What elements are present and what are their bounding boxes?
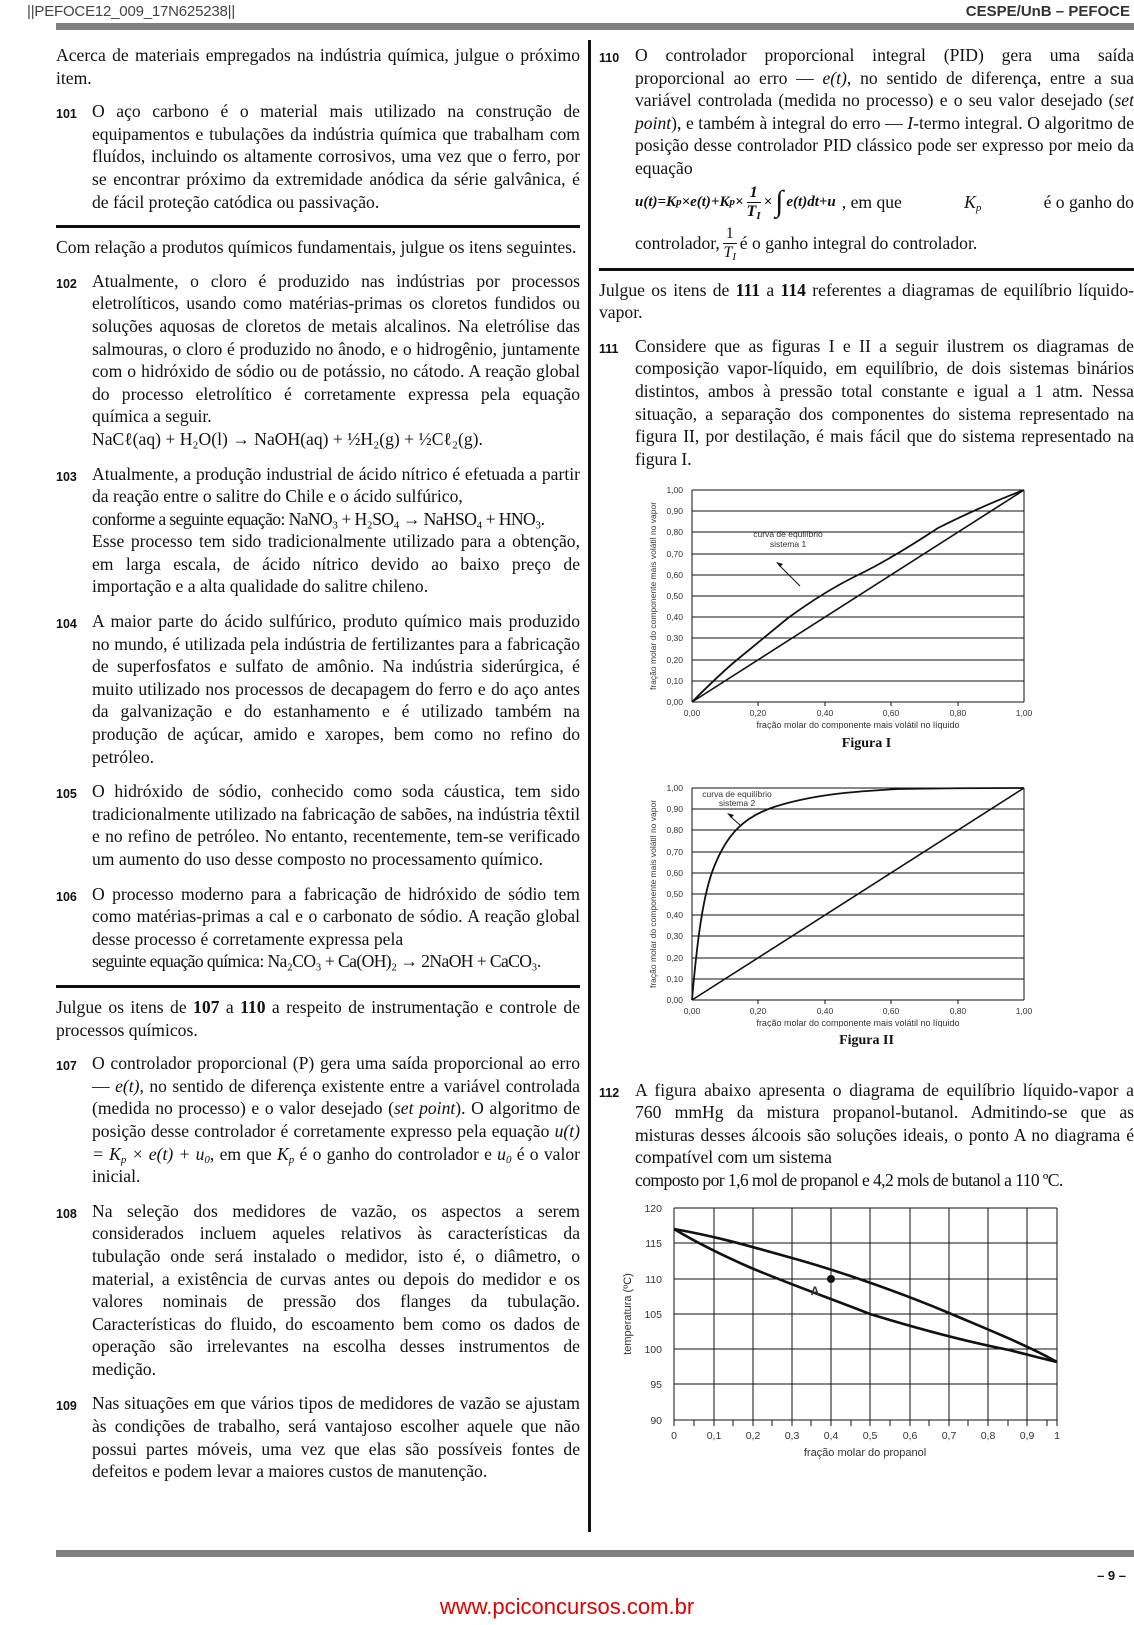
item-text: O processo moderno para a fabricação de hidróxido de sódio tem como matérias-primas a cal e o carbonato de sódio. A reação global desse processo é corretamente expressa pela (92, 883, 580, 949)
item-110 (599, 44, 1134, 262)
svg-text:0,00: 0,00 (666, 697, 683, 708)
figure-2-y-ticks (666, 783, 683, 1005)
dew-curve (674, 1229, 1057, 1362)
point-a-marker (827, 1275, 835, 1283)
item-number: 111 (599, 341, 619, 356)
section-divider (56, 985, 580, 988)
item-109 (56, 1392, 580, 1482)
svg-text:0,7: 0,7 (941, 1429, 957, 1442)
txy-y-label: temperatura (ºC) (622, 1272, 634, 1355)
svg-text:100: 100 (644, 1343, 662, 1356)
svg-text:0,40: 0,40 (816, 1005, 834, 1016)
item-number: 102 (56, 276, 77, 291)
intro-materials: Acerca de materiais empregados na indústria química, julgue o próximo item. (56, 45, 580, 88)
item-text: Nas situações em que vários tipos de medidores de vazão se ajustam às condições de trabalho, será vantajoso escolher aquele que não possui partes móveis, uma vez que elas são possíveis fontes de defeitos e podem levar a maiores custos de manutenção. (92, 1393, 580, 1482)
item-text: Na seleção dos medidores de vazão, os aspectos a serem considerados incluem aqueles relativos às características da tubulação onde será instalado o medidor, isto é, o diâmetro, o material, a existência de curvas antes ou depois do medidor e os valores nominais de pressão dos flanges da tubulação. Características do fluido, do escoamento bem como os dados de operação são irrelevantes na escolha desses instrumentos de medição. (92, 1200, 580, 1379)
figure-2-annotation: curva de equilíbrio (702, 788, 772, 799)
svg-text:0,20: 0,20 (666, 655, 683, 666)
svg-text:0,80: 0,80 (949, 1005, 967, 1016)
left-column (56, 44, 580, 1495)
svg-text:0,70: 0,70 (666, 549, 683, 560)
item-text: Atualmente, o cloro é produzido nas indústrias por processos eletrolíticos, usando como matérias-primas os cloretos fundidos ou soluções aquosas de cloretos de metais alcalinos. Na eletrólise das salmouras, o cloro é produzido no ânodo, e o hidrogênio, juntamente com o hidróxido de sódio ou de potássio, no cátodo. A reação global do processo eletrolítico é corretamente expressa pela equação química a seguir. (92, 270, 580, 427)
svg-text:0,30: 0,30 (666, 930, 683, 941)
svg-text:0,60: 0,60 (882, 1005, 900, 1016)
exam-board: CESPE/UnB – PEFOCE (965, 3, 1130, 20)
item-number: 103 (56, 469, 77, 484)
item-text: O aço carbono é o material mais utilizado na construção de equipamentos e tubulações da indústria química que trabalham com fluídos, incluindo os altamente corrosivos, uma vez que o ferro, por se encontrar próximo da extremidade anódica da série galvânica, é de fácil proteção catódica ou passivação. (92, 101, 580, 212)
right-column (599, 44, 1134, 1475)
svg-text:0,10: 0,10 (666, 973, 683, 984)
svg-text:1,00: 1,00 (1015, 708, 1033, 719)
equation-103: NaNO₃ + H₂SO₄ → NaHSO₄ + HNO₃. (288, 508, 545, 529)
pid-equation: u(t)=K p ×e(t)+K p × $\frac{1}{T_I}$ × ∫ e(t)dt+u , em que $K_p$ é o ganho do (635, 183, 1134, 222)
svg-text:0,00: 0,00 (683, 708, 701, 719)
svg-text:115: 115 (645, 1237, 662, 1250)
svg-text:0,8: 0,8 (980, 1429, 996, 1442)
svg-text:0,50: 0,50 (666, 591, 683, 602)
item-number: 105 (56, 787, 77, 802)
propanol-butanol-figure (599, 1196, 1134, 1472)
footer-divider (56, 1550, 1134, 1557)
txy-x-label: fração molar do propanol (803, 1446, 927, 1459)
svg-text:0,60: 0,60 (882, 708, 900, 719)
svg-text:0,50: 0,50 (666, 888, 683, 899)
svg-text:0: 0 (671, 1429, 677, 1442)
item-105 (56, 780, 580, 870)
figure-2-caption: Figura II (839, 1033, 894, 1049)
svg-text:1,00: 1,00 (666, 782, 683, 793)
website-link[interactable]: www.pciconcursos.com.br (439, 1594, 695, 1619)
svg-text:0,5: 0,5 (862, 1429, 878, 1442)
equation-102: NaCℓ(aq) + H₂O(l) → NaOH(aq) + ½H₂(g) + ½Cℓ₂(g). (92, 428, 483, 449)
header-divider (56, 23, 1134, 30)
page-number: – 9 – (1097, 1568, 1126, 1583)
figure-1 (599, 474, 1134, 755)
svg-text:0,80: 0,80 (949, 708, 967, 719)
txy-x-ticks (671, 1430, 1060, 1442)
item-text: Considere que as figuras I e II a seguir ilustrem os diagramas de composição vapor-líquido, em equilíbrio, de dois sistemas binários distintos, ambos à pressão total constante e igual a 1 atm. Nessa situação, a separação dos componentes do sistema representado na figura II, por destilação, é mais fácil que do sistema representado na figura I. (635, 335, 1134, 469)
item-106 (56, 883, 580, 973)
item-number: 109 (56, 1399, 77, 1414)
item-text: conforme a seguinte equação: (92, 508, 285, 529)
column-divider (588, 40, 591, 1532)
item-number: 110 (599, 51, 620, 65)
item-112 (599, 1079, 1134, 1192)
item-text: Esse processo tem sido tradicionalmente utilizado para a obtenção, em larga escala, de ácido nítrico devido ao baixo preço de importação e a alta qualidade do salitre chileno. (92, 531, 580, 597)
svg-text:0,4: 0,4 (823, 1429, 839, 1442)
svg-text:0,3: 0,3 (784, 1429, 800, 1442)
svg-text:0,90: 0,90 (666, 506, 683, 517)
svg-text:0,40: 0,40 (816, 708, 834, 719)
item-101 (56, 100, 580, 213)
section-divider (599, 268, 1134, 271)
item-103 (56, 463, 580, 599)
equation-107: $u(t) = K_p \times e(t) + u_0$ (92, 1120, 580, 1166)
figure-1-caption: Figura I (841, 735, 892, 751)
figure-2-chart (599, 772, 1134, 1027)
svg-text:0,60: 0,60 (666, 867, 683, 878)
svg-text:0,70: 0,70 (666, 846, 683, 857)
item-102 (56, 270, 580, 451)
item-number: 108 (56, 1206, 77, 1221)
svg-text:0,00: 0,00 (683, 1005, 701, 1016)
intro-instrumentation: Julgue os itens de 107 a 110 a respeito de instrumentação e controle de processos químicos. (56, 996, 581, 1040)
item-text: O hidróxido de sódio, conhecido como soda cáustica, tem sido tradicionalmente utilizado na fabricação de sabões, na indústria têxtil e no refino de petróleo. No entanto, recentemente, tem-se verificado um aumento do uso desse composto no processamento químico. (92, 781, 580, 869)
exam-code: ||PEFOCE12_009_17N625238|| (27, 3, 236, 20)
item-104 (56, 610, 580, 768)
figure-2 (599, 772, 1134, 1053)
item-107 (56, 1052, 580, 1188)
figure-2-x-ticks (684, 1006, 1033, 1016)
item-text: A maior parte do ácido sulfúrico, produto químico mais produzido no mundo, é utilizada pela indústria de fertilizantes para a fabricação de superfosfatos e sulfato de amônio. Na indústria siderúrgica, é muito utilizado nos processos de decapagem do ferro e do aço antes da galvanização e do estanhamento e é utilizado também na produção de açúcar, amido e xaropes, bem como no refino do petróleo. (92, 611, 580, 767)
svg-text:105: 105 (644, 1308, 662, 1321)
figure-1-y-label: fração molar do componente mais volátil no vapor (648, 502, 658, 691)
svg-text:0,80: 0,80 (666, 824, 683, 835)
svg-text:0,20: 0,20 (749, 708, 767, 719)
svg-text:0,1: 0,1 (706, 1429, 722, 1442)
arrow-icon (730, 816, 741, 826)
figure-1-x-label: fração molar do componente mais volátil no líquido (756, 720, 960, 730)
intro-equilibrium: Julgue os itens de 111 a 114 referentes a diagramas de equilíbrio líquido-vapor. (599, 279, 1134, 323)
integral-gain-line: controlador, $\frac{1}{T_I}$ é o ganho integral do controlador. (635, 224, 978, 263)
item-number: 106 (56, 889, 77, 904)
item-text: seguinte equação química: (92, 951, 264, 972)
svg-text:1,00: 1,00 (1015, 1005, 1033, 1016)
item-number: 107 (56, 1059, 77, 1074)
figure-2-y-label: fração molar do componente mais volátil no vapor (648, 799, 658, 988)
svg-text:0,20: 0,20 (666, 952, 683, 963)
equation-106: Na₂CO₃ + Ca(OH)₂ → 2NaOH + CaCO₃. (267, 951, 541, 972)
item-text: A figura abaixo apresenta o diagrama de equilíbrio líquido-vapor a 760 mmHg da mistura propanol-butanol. Admitindo-se que as misturas desses álcoois são soluções ideais, o ponto A no diagrama é compatível com um sistema (635, 1079, 1134, 1168)
item-text: Atualmente, a produção industrial de ácido nítrico é efetuada a partir da reação entre o salitre do Chile e o ácido sulfúrico, (92, 463, 580, 507)
figure-1-x-ticks (684, 708, 1033, 718)
item-number: 104 (56, 617, 77, 632)
figure-1-chart (599, 474, 1134, 729)
propanol-butanol-chart (599, 1196, 1134, 1466)
item-111 (599, 335, 1134, 471)
item-108 (56, 1200, 580, 1381)
figure-1-y-ticks (666, 485, 683, 707)
svg-text:sistema 1: sistema 1 (769, 539, 807, 550)
svg-text:95: 95 (650, 1378, 662, 1391)
svg-text:sistema 2: sistema 2 (718, 797, 756, 808)
item-text: O controlador proporcional (P) gera uma saída proporcional ao erro — e(t), no sentido de diferença existente entre a variável controlada (medida no processo) e o valor desejado (set point). O algoritmo de posição desse controlador é corretamente expresso pela equação $u(t) = K_p \times e(t) + u_0$, em que $K_p$ é o ganho do controlador e $u_0$ é o valor inicial. (92, 1053, 581, 1187)
figure-2-x-label: fração molar do componente mais volátil no líquido (756, 1017, 960, 1027)
svg-text:0,20: 0,20 (749, 1005, 767, 1016)
svg-text:90: 90 (650, 1414, 662, 1427)
item-number: 112 (599, 1085, 620, 1100)
svg-text:0,90: 0,90 (666, 803, 683, 814)
figure-1-annotation: curva de equilíbrio (753, 529, 823, 540)
section-divider (56, 225, 580, 228)
svg-text:0,40: 0,40 (666, 909, 683, 920)
svg-text:0,60: 0,60 (666, 570, 683, 581)
svg-text:0,40: 0,40 (666, 612, 683, 623)
intro-products: Com relação a produtos químicos fundamentais, julgue os itens seguintes. (56, 237, 577, 258)
svg-text:0,00: 0,00 (666, 994, 683, 1005)
svg-text:1: 1 (1054, 1429, 1060, 1442)
item-number: 101 (56, 107, 77, 122)
bubble-curve (674, 1229, 1057, 1362)
svg-text:1,00: 1,00 (666, 485, 683, 496)
svg-text:0,2: 0,2 (745, 1429, 761, 1442)
item-text: O controlador proporcional integral (PID) gera uma saída proporcional ao erro — e(t), no sentido de diferença, entre a sua variável controlada (medida no processo) e o seu valor desejado (set point), e também à integral do erro — I-termo integral. O algoritmo de posição desse controlador PID clássico pode ser expresso por meio da equação u(t)=K p ×e(t)+K p × $\frac{1}{T_I}$ × ∫ e(t)dt+u , em que $K_p$ é o ganho do controlador, $\frac{1}{T_I}$ é o ganho integral do controlador. (635, 45, 1134, 263)
svg-text:0,10: 0,10 (666, 676, 683, 687)
svg-text:0,80: 0,80 (666, 527, 683, 538)
svg-text:0,30: 0,30 (666, 633, 683, 644)
item-text: composto por 1,6 mol de propanol e 4,2 mols de butanol a 110 ºC. (635, 1170, 1063, 1191)
txy-y-ticks (644, 1203, 662, 1427)
svg-text:110: 110 (645, 1273, 662, 1286)
svg-text:120: 120 (644, 1202, 662, 1215)
svg-text:0,9: 0,9 (1019, 1429, 1035, 1442)
point-a-label: A (810, 1283, 820, 1298)
svg-text:0,6: 0,6 (902, 1429, 918, 1442)
